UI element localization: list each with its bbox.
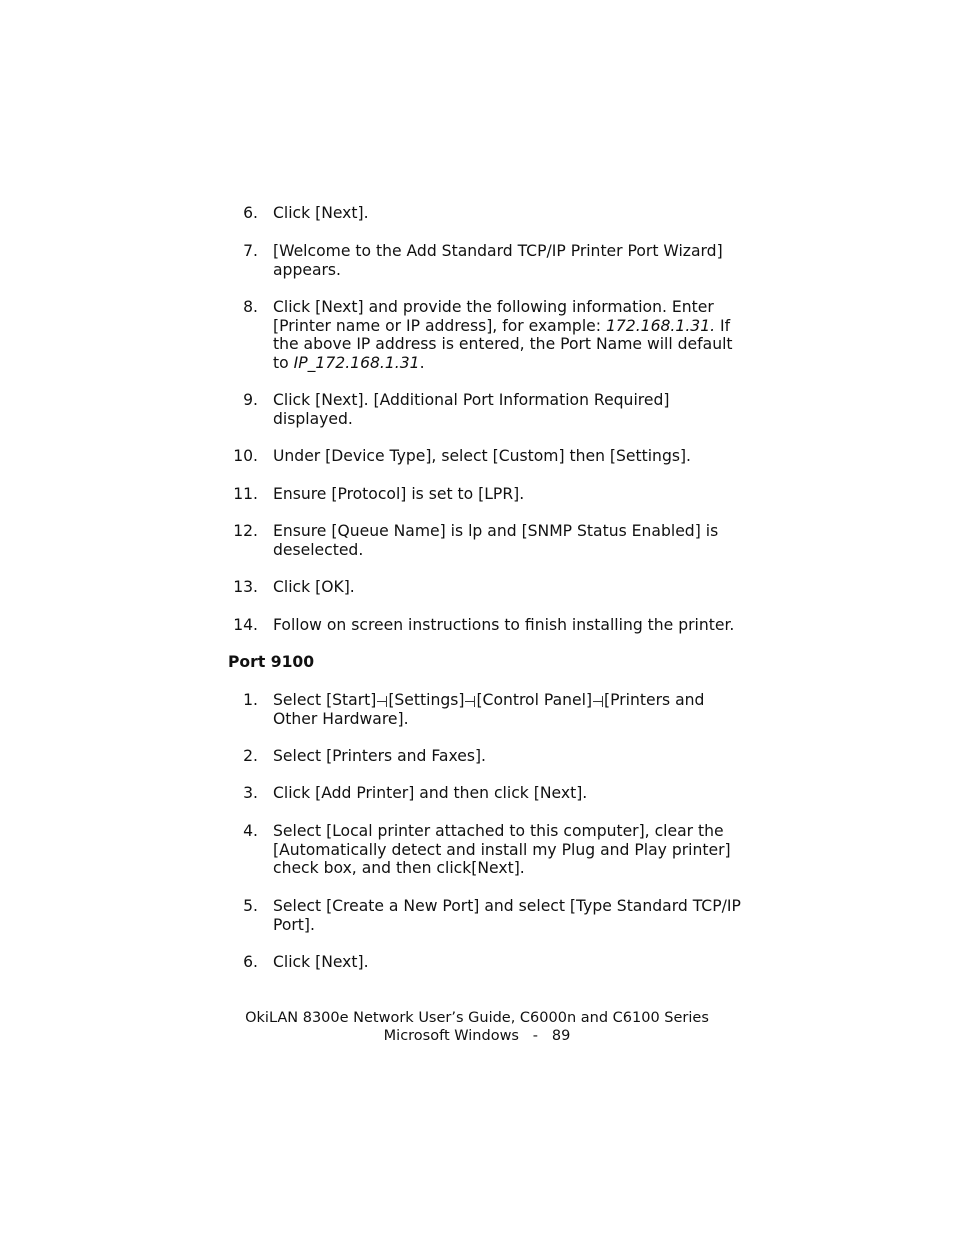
step-text: Ensure [Protocol] is set to [LPR].	[273, 485, 525, 503]
section-heading: Port 9100	[228, 653, 315, 671]
step-text-part: [Control Panel]	[476, 691, 593, 709]
step-text-part: Click [Next] and provide the following information. Enter [Printer name or IP address], for example:	[273, 298, 714, 335]
step-number: 10.	[233, 447, 258, 465]
step-number: 3.	[243, 784, 258, 802]
step-text: Ensure [Queue Name] is lp and [SNMP Status Enabled] is deselected.	[273, 522, 719, 559]
step-text: Follow on screen instructions to finish installing the printer.	[273, 616, 735, 634]
step-number: 14.	[233, 616, 258, 634]
step-number: 6.	[243, 953, 258, 971]
step-text: Click [Next].	[273, 204, 369, 222]
arrow-icon	[592, 691, 604, 709]
step-text: Under [Device Type], select [Custom] then [Settings].	[273, 447, 692, 465]
step-number: 7.	[243, 242, 258, 260]
step-number: 4.	[243, 822, 258, 840]
example-ip: 172.168.1.31.	[605, 316, 716, 335]
arrow-icon	[376, 691, 388, 709]
step-number: 8.	[243, 298, 258, 316]
step-text-part: Select [Start]	[273, 691, 377, 709]
step-number: 6.	[243, 204, 258, 222]
step-number: 13.	[233, 578, 258, 596]
step-number: 11.	[233, 485, 258, 503]
footer-title: OkiLAN 8300e Network User’s Guide, C6000n and C6100 Series	[245, 1010, 709, 1026]
step-text: Click [Next]. [Additional Port Information Required] displayed.	[273, 391, 670, 428]
step-text: Select [Printers and Faxes].	[273, 747, 486, 765]
step-text: Select [Local printer attached to this computer], clear the [Automatically detect and install my Plug and Play printer] check box, and then click[Next].	[273, 822, 731, 878]
step-number: 2.	[243, 747, 258, 765]
step-text	[273, 691, 753, 728]
step-text: Click [OK].	[273, 578, 355, 596]
step-text-part: If the above IP address is entered, the Port Name will default to	[273, 316, 733, 373]
step-text: Select [Create a New Port] and select [Type Standard TCP/IP Port].	[273, 897, 741, 934]
step-text-part: [Printers and Other Hardware].	[273, 691, 705, 728]
step-number: 1.	[243, 691, 258, 709]
step-text-part: .	[419, 354, 425, 373]
footer-page-info: Microsoft Windows - 89	[383, 1028, 571, 1044]
step-text: Click [Next].	[273, 953, 369, 971]
step-text-part: [Settings]	[388, 691, 465, 709]
default-port-name: IP_172.168.1.31	[293, 354, 420, 373]
step-text: [Welcome to the Add Standard TCP/IP Printer Port Wizard] appears.	[273, 242, 723, 279]
step-number: 12.	[233, 522, 258, 540]
step-text: Click [Add Printer] and then click [Next].	[273, 784, 588, 802]
arrow-icon	[464, 691, 476, 709]
step-text	[273, 298, 753, 373]
step-number: 5.	[243, 897, 258, 915]
step-number: 9.	[243, 391, 258, 409]
